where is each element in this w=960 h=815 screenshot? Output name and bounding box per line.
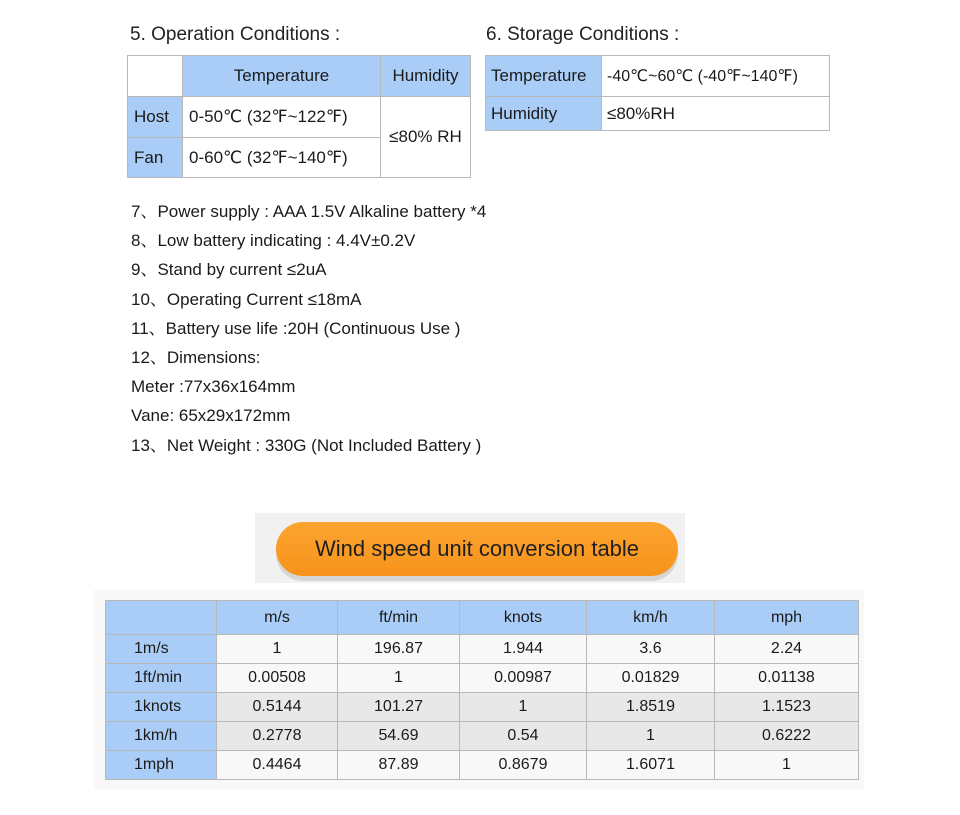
table-row xyxy=(106,664,859,693)
table-cell: 3.6 xyxy=(587,635,715,664)
table-cell: 1.6071 xyxy=(587,751,715,780)
spec-list xyxy=(131,201,486,464)
table-cell: 1.944 xyxy=(460,635,587,664)
conv-header-ms: m/s xyxy=(217,601,338,635)
table-row xyxy=(106,635,859,664)
table-cell: 196.87 xyxy=(338,635,460,664)
table-cell: 1 xyxy=(338,664,460,693)
table-cell: 0.2778 xyxy=(217,722,338,751)
op-host-label: Host xyxy=(128,97,183,138)
spec-low-battery: 8、Low battery indicating : 4.4V±0.2V xyxy=(131,231,416,251)
spec-meter-dimensions: Meter :77x36x164mm xyxy=(131,377,296,397)
storage-conditions-table xyxy=(485,55,830,131)
table-cell: 0.00987 xyxy=(460,664,587,693)
spec-net-weight: 13、Net Weight : 330G (Not Included Battery ) xyxy=(131,435,482,455)
op-fan-label: Fan xyxy=(128,138,183,178)
conv-header-kmh: km/h xyxy=(587,601,715,635)
table-cell: 1 xyxy=(587,722,715,751)
conversion-banner: Wind speed unit conversion table xyxy=(276,522,678,576)
spec-power-supply: 7、Power supply : AAA 1.5V Alkaline battery *4 xyxy=(131,202,487,221)
st-humidity-value: ≤80%RH xyxy=(602,97,830,131)
row-label: 1mph xyxy=(106,751,217,780)
storage-title: 6. Storage Conditions : xyxy=(486,24,680,45)
op-header-temperature: Temperature xyxy=(183,56,381,97)
table-cell: 0.6222 xyxy=(715,722,859,751)
st-humidity-label: Humidity xyxy=(486,97,602,131)
st-temp-label: Temperature xyxy=(486,56,602,97)
table-cell: 1 xyxy=(217,635,338,664)
conv-header-knots: knots xyxy=(460,601,587,635)
conv-header-corner xyxy=(106,601,217,635)
table-cell: 2.24 xyxy=(715,635,859,664)
table-cell: 1 xyxy=(715,751,859,780)
spec-vane-dimensions: Vane: 65x29x172mm xyxy=(131,406,291,426)
row-label: 1km/h xyxy=(106,722,217,751)
table-cell: 87.89 xyxy=(338,751,460,780)
operation-conditions-table xyxy=(127,55,471,178)
op-header-empty xyxy=(128,56,183,97)
table-cell: 1 xyxy=(460,693,587,722)
table-cell: 0.5144 xyxy=(217,693,338,722)
table-cell: 0.8679 xyxy=(460,751,587,780)
op-humidity-value: ≤80% RH xyxy=(381,97,471,178)
table-cell: 0.00508 xyxy=(217,664,338,693)
table-cell: 0.54 xyxy=(460,722,587,751)
st-temp-value: -40℃~60℃ (-40℉~140℉) xyxy=(602,56,830,97)
table-cell: 54.69 xyxy=(338,722,460,751)
spec-dimensions: 12、Dimensions: xyxy=(131,347,261,367)
op-fan-temp: 0-60℃ (32℉~140℉) xyxy=(183,138,381,178)
table-row xyxy=(106,693,859,722)
table-cell: 1.8519 xyxy=(587,693,715,722)
spec-battery-life: 11、Battery use life :20H (Continuous Use ) xyxy=(131,318,461,338)
table-cell: 101.27 xyxy=(338,693,460,722)
operation-title: 5. Operation Conditions : xyxy=(130,24,341,45)
table-cell: 0.01138 xyxy=(715,664,859,693)
op-header-humidity: Humidity xyxy=(381,56,471,97)
spec-standby-current: 9、Stand by current ≤2uA xyxy=(131,260,327,280)
table-row xyxy=(106,722,859,751)
row-label: 1knots xyxy=(106,693,217,722)
table-row xyxy=(106,751,859,780)
op-host-temp: 0-50℃ (32℉~122℉) xyxy=(183,97,381,138)
wind-speed-conversion-table xyxy=(105,600,859,780)
table-cell: 1.1523 xyxy=(715,693,859,722)
table-cell: 0.01829 xyxy=(587,664,715,693)
row-label: 1m/s xyxy=(106,635,217,664)
conv-header-mph: mph xyxy=(715,601,859,635)
row-label: 1ft/min xyxy=(106,664,217,693)
conv-header-ftmin: ft/min xyxy=(338,601,460,635)
table-cell: 0.4464 xyxy=(217,751,338,780)
spec-operating-current: 10、Operating Current ≤18mA xyxy=(131,289,362,309)
